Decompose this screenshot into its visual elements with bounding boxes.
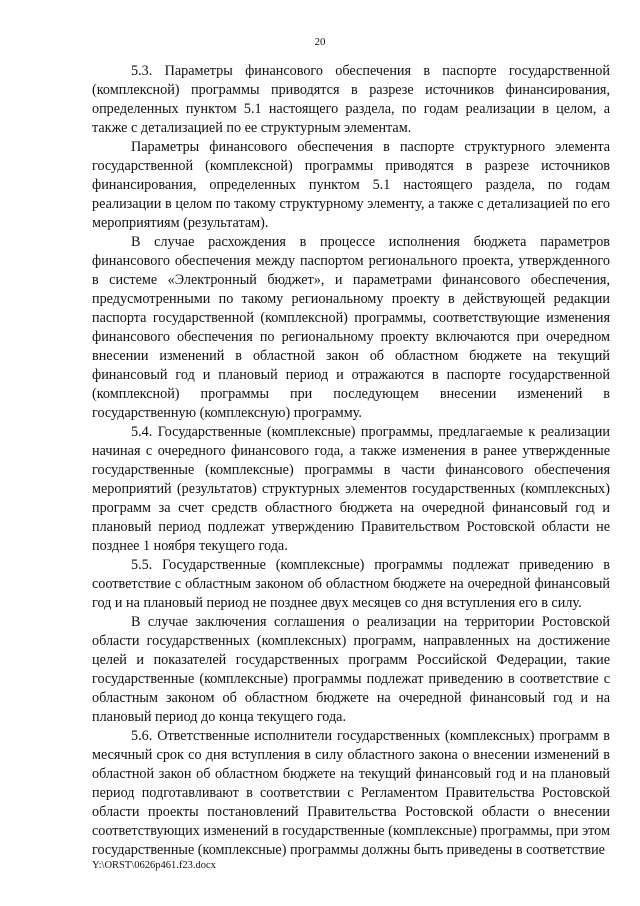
paragraph-5-6: 5.6. Ответственные исполнители государственных (комплексных) программ в месячный срок со дня вступления в силу областного закона о внесении изменений в областной закон об областном бюджете на текущий финансовый год и на плановый период подготавливают в соответствии с Регламентом Правительства Ростовской области проекты постановлений Правительства Ростовской области о внесении соответствующих изменений в государственные (комплексные) программы, при этом государственные (комплексные) программы должны быть приведены в соответствие — [92, 728, 610, 858]
paragraph-5-5: 5.5. Государственные (комплексные) программы подлежат приведению в соответствие с областным законом об областном бюджете на очередной финансовый год и на плановый период не позднее двух месяцев со дня вступления его в силу. — [92, 557, 610, 611]
file-path-footer: Y:\ORST\0626p461.f23.docx — [92, 860, 216, 871]
paragraph-discrepancy: В случае расхождения в процессе исполнения бюджета параметров финансового обеспечения между паспортом регионального проекта, утвержденного в системе «Электронный бюджет», и параметрами финансового обеспечения, предусмотренными по такому региональному проекту в действующей редакции паспорта государственной (комплексной) программы, соответствующие изменения финансового обеспечения по региональному проекту включаются при очередном внесении изменений в областной закон об областном бюджете на текущий финансовый год и плановый период и отражаются в паспорте государственной (комплексной) программы при последующем внесении изменений в государственную (комплексную) программу. — [92, 234, 610, 421]
paragraph-structural-element: Параметры финансового обеспечения в паспорте структурного элемента государственной (комплексной) программы приводятся в разрезе источников финансирования, определенных пунктом 5.1 настоящего раздела, по годам реализации в целом по такому структурному элементу, а также с детализацией по его мероприятиям (результатам). — [92, 139, 610, 231]
document-body — [92, 62, 610, 860]
paragraph-agreement: В случае заключения соглашения о реализации на территории Ростовской области государственных (комплексных) программ, направленных на достижение целей и показателей государственных программ Российской Федерации, такие государственные (комплексные) программы подлежат приведению в соответствие с областным законом об областном бюджете на очередной финансовый год и на плановый период до конца текущего года. — [92, 614, 610, 725]
page-number: 20 — [314, 36, 326, 48]
paragraph-5-3: 5.3. Параметры финансового обеспечения в паспорте государственной (комплексной) программы приводятся в разрезе источников финансирования, определенных пунктом 5.1 настоящего раздела, по годам реализации в целом, а также с детализацией по ее структурным элементам. — [92, 63, 610, 136]
paragraph-5-4: 5.4. Государственные (комплексные) программы, предлагаемые к реализации начиная с очередного финансового года, а также изменения в ранее утвержденные государственные (комплексные) программы в части финансового обеспечения мероприятий (результатов) структурных элементов государственных (комплексных) программ за счет средств областного бюджета на очередной финансовый год и плановый период подлежат утверждению Правительством Ростовской области не позднее 1 ноября текущего года. — [92, 424, 610, 554]
